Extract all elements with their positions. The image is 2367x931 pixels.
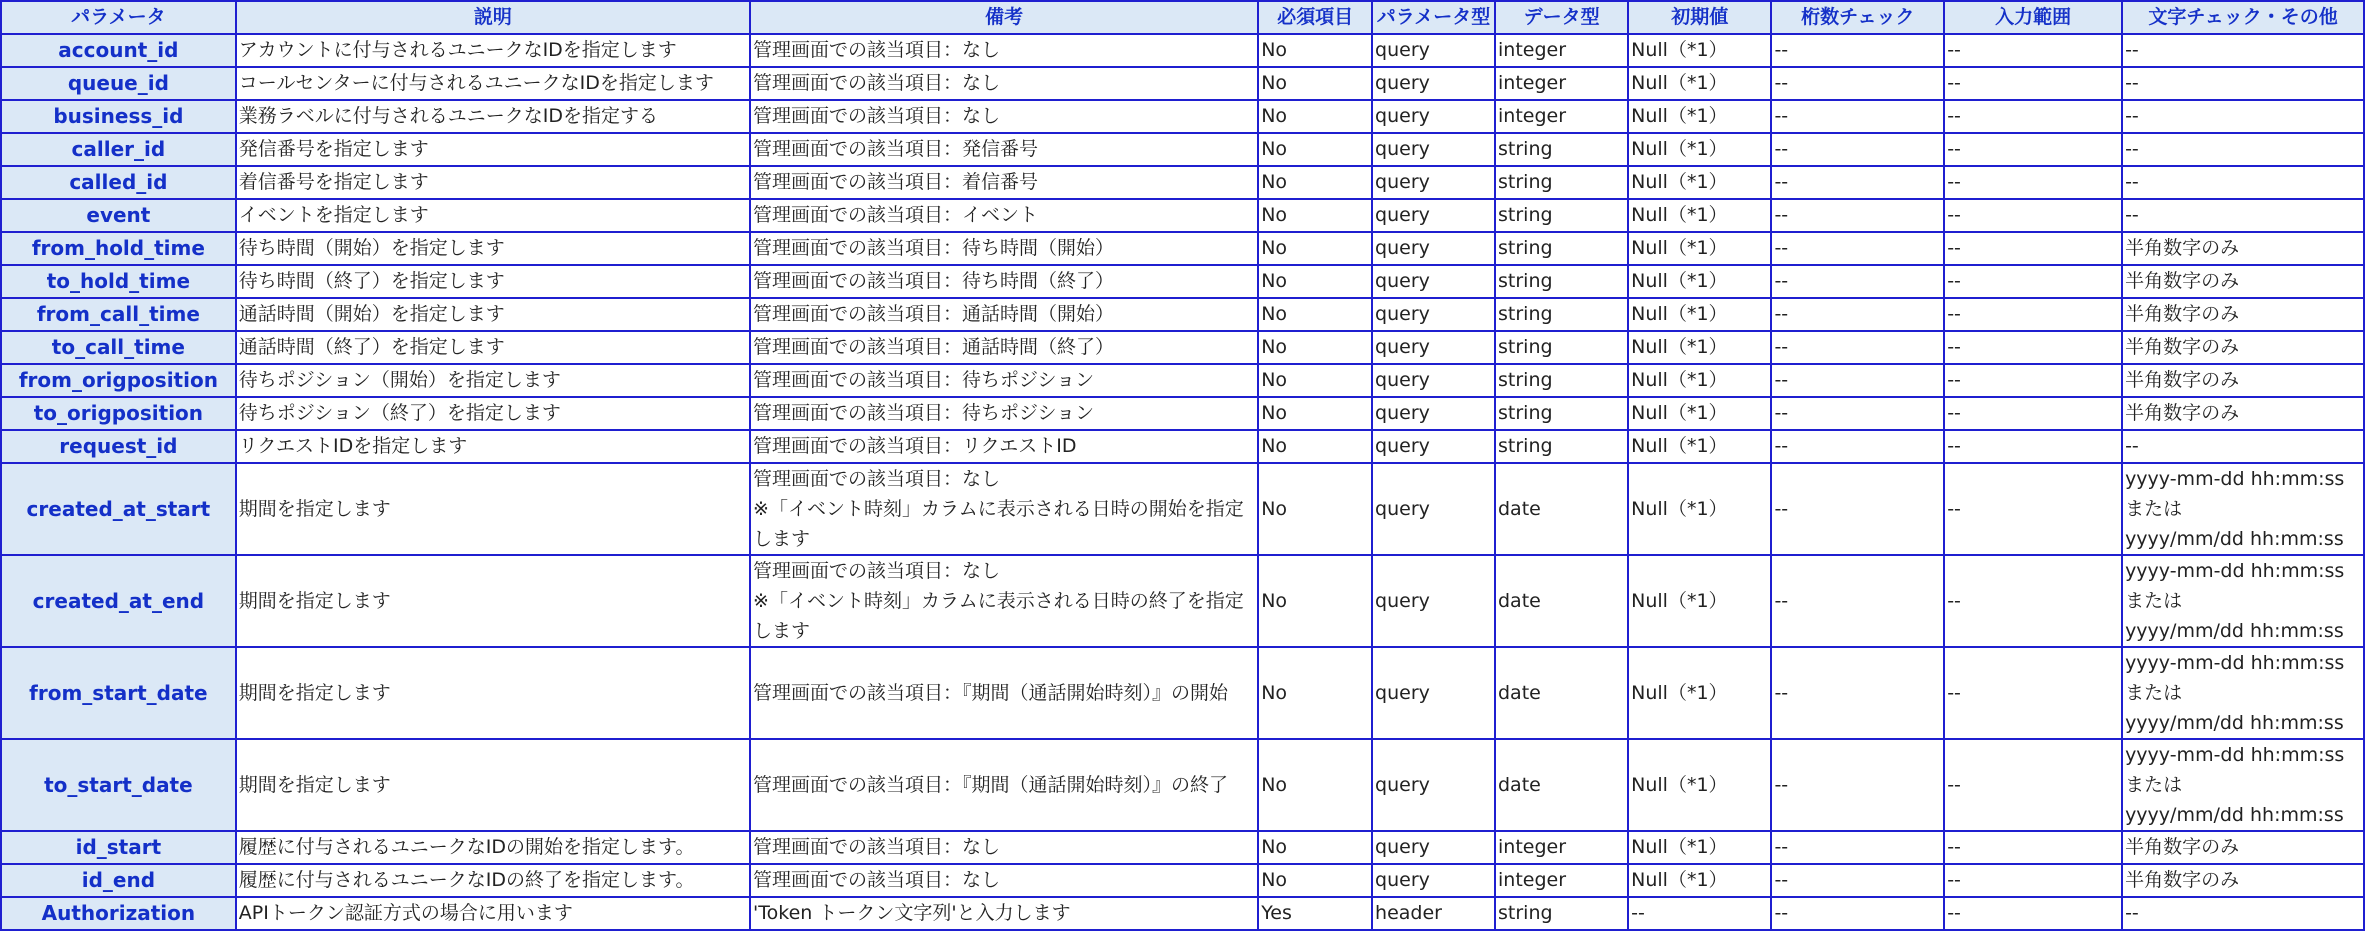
notes-cell bbox=[750, 864, 1258, 897]
default-value-cell: Null（*1） bbox=[1628, 647, 1771, 739]
param-name-cell: to_call_time bbox=[1, 331, 236, 364]
param-type-cell: query bbox=[1372, 397, 1495, 430]
notes-cell bbox=[750, 265, 1258, 298]
table-row bbox=[1, 739, 2364, 831]
required-cell: No bbox=[1258, 739, 1372, 831]
input-range-cell: -- bbox=[1944, 430, 2122, 463]
digits-check-cell: -- bbox=[1771, 166, 1944, 199]
data-type-cell: integer bbox=[1495, 34, 1628, 67]
data-type-cell: string bbox=[1495, 232, 1628, 265]
char-check-cell-line: -- bbox=[2125, 171, 2139, 193]
notes-cell-line: 管理画面での該当項目：なし bbox=[753, 560, 1001, 582]
notes-cell-line: 管理画面での該当項目：『期間（通話開始時刻）』の開始 bbox=[753, 681, 1229, 704]
default-value-cell: Null（*1） bbox=[1628, 34, 1771, 67]
table-row bbox=[1, 463, 2364, 555]
notes-cell bbox=[750, 430, 1258, 463]
char-check-cell-line: yyyy/mm/dd hh:mm:ss bbox=[2125, 528, 2344, 550]
required-cell: No bbox=[1258, 265, 1372, 298]
param-name-cell: from_hold_time bbox=[1, 232, 236, 265]
notes-cell-line: 管理画面での該当項目：なし bbox=[753, 468, 1001, 490]
default-value-cell: Null（*1） bbox=[1628, 555, 1771, 647]
table-row bbox=[1, 34, 2364, 67]
data-type-cell: integer bbox=[1495, 831, 1628, 864]
input-range-cell: -- bbox=[1944, 34, 2122, 67]
default-value-cell: Null（*1） bbox=[1628, 864, 1771, 897]
table-row bbox=[1, 397, 2364, 430]
data-type-cell: string bbox=[1495, 133, 1628, 166]
param-type-cell: query bbox=[1372, 265, 1495, 298]
data-type-cell: integer bbox=[1495, 864, 1628, 897]
table-row bbox=[1, 647, 2364, 739]
param-type-cell: query bbox=[1372, 133, 1495, 166]
table-row bbox=[1, 232, 2364, 265]
char-check-cell bbox=[2122, 34, 2364, 67]
data-type-cell: date bbox=[1495, 647, 1628, 739]
digits-check-cell: -- bbox=[1771, 232, 1944, 265]
param-type-cell: query bbox=[1372, 364, 1495, 397]
param-type-cell: query bbox=[1372, 739, 1495, 831]
char-check-cell bbox=[2122, 555, 2364, 647]
char-check-cell bbox=[2122, 100, 2364, 133]
char-check-cell-line: yyyy-mm-dd hh:mm:ss bbox=[2125, 744, 2345, 766]
char-check-cell-line: または bbox=[2125, 682, 2183, 704]
input-range-cell: -- bbox=[1944, 100, 2122, 133]
table-row bbox=[1, 897, 2364, 930]
notes-cell-line: 管理画面での該当項目：待ちポジション bbox=[753, 369, 1095, 391]
notes-cell bbox=[750, 397, 1258, 430]
notes-cell bbox=[750, 298, 1258, 331]
required-cell: No bbox=[1258, 331, 1372, 364]
data-type-cell: string bbox=[1495, 265, 1628, 298]
char-check-cell bbox=[2122, 647, 2364, 739]
default-value-cell: Null（*1） bbox=[1628, 100, 1771, 133]
notes-cell-line: 管理画面での該当項目：通話時間（開始） bbox=[753, 303, 1115, 325]
default-value-cell: -- bbox=[1628, 897, 1771, 930]
notes-cell bbox=[750, 166, 1258, 199]
data-type-cell: string bbox=[1495, 166, 1628, 199]
param-name-cell: to_hold_time bbox=[1, 265, 236, 298]
param-name-cell: to_start_date bbox=[1, 739, 236, 831]
param-name-cell: id_start bbox=[1, 831, 236, 864]
param-name-cell: business_id bbox=[1, 100, 236, 133]
digits-check-cell: -- bbox=[1771, 647, 1944, 739]
param-type-cell: query bbox=[1372, 647, 1495, 739]
input-range-cell: -- bbox=[1944, 133, 2122, 166]
header-param-type: パラメータ型 bbox=[1372, 1, 1495, 34]
char-check-cell-line: 半角数字のみ bbox=[2125, 237, 2240, 259]
description-cell: 履歴に付与されるユニークなIDの開始を指定します。 bbox=[236, 831, 750, 864]
input-range-cell: -- bbox=[1944, 265, 2122, 298]
param-type-cell: query bbox=[1372, 199, 1495, 232]
table-row bbox=[1, 199, 2364, 232]
char-check-cell-line: または bbox=[2125, 774, 2183, 796]
default-value-cell: Null（*1） bbox=[1628, 831, 1771, 864]
description-cell: 待ち時間（終了）を指定します bbox=[236, 265, 750, 298]
description-cell: 待ちポジション（終了）を指定します bbox=[236, 397, 750, 430]
notes-cell-line: 管理画面での該当項目：なし bbox=[753, 869, 1001, 891]
char-check-cell-line: -- bbox=[2125, 72, 2139, 94]
input-range-cell: -- bbox=[1944, 647, 2122, 739]
notes-cell bbox=[750, 133, 1258, 166]
description-cell: 待ち時間（開始）を指定します bbox=[236, 232, 750, 265]
header-row bbox=[1, 1, 2364, 34]
input-range-cell: -- bbox=[1944, 739, 2122, 831]
required-cell: No bbox=[1258, 298, 1372, 331]
param-name-cell: account_id bbox=[1, 34, 236, 67]
notes-cell bbox=[750, 199, 1258, 232]
default-value-cell: Null（*1） bbox=[1628, 199, 1771, 232]
input-range-cell: -- bbox=[1944, 166, 2122, 199]
notes-cell-line: 管理画面での該当項目：なし bbox=[753, 72, 1001, 94]
digits-check-cell: -- bbox=[1771, 133, 1944, 166]
param-type-cell: query bbox=[1372, 864, 1495, 897]
param-type-cell: query bbox=[1372, 430, 1495, 463]
table-row bbox=[1, 298, 2364, 331]
digits-check-cell: -- bbox=[1771, 864, 1944, 897]
char-check-cell bbox=[2122, 199, 2364, 232]
char-check-cell-line: 半角数字のみ bbox=[2125, 869, 2240, 891]
notes-cell bbox=[750, 897, 1258, 930]
table-row bbox=[1, 265, 2364, 298]
notes-cell bbox=[750, 67, 1258, 100]
required-cell: No bbox=[1258, 166, 1372, 199]
notes-cell bbox=[750, 364, 1258, 397]
char-check-cell-line: yyyy/mm/dd hh:mm:ss bbox=[2125, 620, 2344, 642]
data-type-cell: integer bbox=[1495, 67, 1628, 100]
required-cell: No bbox=[1258, 555, 1372, 647]
header-required: 必須項目 bbox=[1258, 1, 1372, 34]
required-cell: No bbox=[1258, 67, 1372, 100]
description-cell: 着信番号を指定します bbox=[236, 166, 750, 199]
default-value-cell: Null（*1） bbox=[1628, 739, 1771, 831]
input-range-cell: -- bbox=[1944, 199, 2122, 232]
char-check-cell-line: または bbox=[2125, 590, 2183, 612]
header-data-type: データ型 bbox=[1495, 1, 1628, 34]
char-check-cell bbox=[2122, 133, 2364, 166]
input-range-cell: -- bbox=[1944, 67, 2122, 100]
header-digits-check: 桁数チェック bbox=[1771, 1, 1944, 34]
header-description: 説明 bbox=[236, 1, 750, 34]
default-value-cell: Null（*1） bbox=[1628, 430, 1771, 463]
char-check-cell bbox=[2122, 831, 2364, 864]
required-cell: No bbox=[1258, 34, 1372, 67]
input-range-cell: -- bbox=[1944, 555, 2122, 647]
char-check-cell bbox=[2122, 331, 2364, 364]
default-value-cell: Null（*1） bbox=[1628, 133, 1771, 166]
char-check-cell-line: 半角数字のみ bbox=[2125, 369, 2240, 391]
required-cell: No bbox=[1258, 463, 1372, 555]
data-type-cell: string bbox=[1495, 331, 1628, 364]
param-name-cell: from_start_date bbox=[1, 647, 236, 739]
char-check-cell bbox=[2122, 166, 2364, 199]
char-check-cell-line: -- bbox=[2125, 204, 2139, 226]
required-cell: No bbox=[1258, 864, 1372, 897]
digits-check-cell: -- bbox=[1771, 100, 1944, 133]
description-cell: 通話時間（終了）を指定します bbox=[236, 331, 750, 364]
char-check-cell-line: -- bbox=[2125, 138, 2139, 160]
description-cell: コールセンターに付与されるユニークなIDを指定します bbox=[236, 67, 750, 100]
notes-cell-line: 管理画面での該当項目：待ち時間（終了） bbox=[753, 270, 1115, 292]
param-type-cell: query bbox=[1372, 831, 1495, 864]
char-check-cell bbox=[2122, 897, 2364, 930]
header-parameter: パラメータ bbox=[1, 1, 236, 34]
digits-check-cell: -- bbox=[1771, 897, 1944, 930]
table-body bbox=[1, 34, 2364, 930]
digits-check-cell: -- bbox=[1771, 397, 1944, 430]
param-type-cell: query bbox=[1372, 67, 1495, 100]
default-value-cell: Null（*1） bbox=[1628, 397, 1771, 430]
description-cell: アカウントに付与されるユニークなIDを指定します bbox=[236, 34, 750, 67]
char-check-cell-line: -- bbox=[2125, 902, 2139, 924]
required-cell: No bbox=[1258, 133, 1372, 166]
digits-check-cell: -- bbox=[1771, 463, 1944, 555]
input-range-cell: -- bbox=[1944, 364, 2122, 397]
description-cell: 履歴に付与されるユニークなIDの終了を指定します。 bbox=[236, 864, 750, 897]
default-value-cell: Null（*1） bbox=[1628, 232, 1771, 265]
required-cell: No bbox=[1258, 199, 1372, 232]
description-cell: 発信番号を指定します bbox=[236, 133, 750, 166]
param-name-cell: to_origposition bbox=[1, 397, 236, 430]
notes-cell-line: します bbox=[753, 620, 811, 642]
char-check-cell bbox=[2122, 298, 2364, 331]
notes-cell-line: 管理画面での該当項目：通話時間（終了） bbox=[753, 336, 1115, 358]
notes-cell-line: 管理画面での該当項目：待ち時間（開始） bbox=[753, 237, 1115, 259]
char-check-cell-line: または bbox=[2125, 498, 2183, 520]
param-type-cell: query bbox=[1372, 463, 1495, 555]
description-cell: イベントを指定します bbox=[236, 199, 750, 232]
param-name-cell: from_call_time bbox=[1, 298, 236, 331]
table-row bbox=[1, 555, 2364, 647]
notes-cell bbox=[750, 831, 1258, 864]
char-check-cell bbox=[2122, 265, 2364, 298]
data-type-cell: date bbox=[1495, 463, 1628, 555]
param-name-cell: event bbox=[1, 199, 236, 232]
notes-cell-line: 管理画面での該当項目：待ちポジション bbox=[753, 402, 1095, 424]
header-default: 初期値 bbox=[1628, 1, 1771, 34]
char-check-cell bbox=[2122, 397, 2364, 430]
input-range-cell: -- bbox=[1944, 397, 2122, 430]
param-name-cell: created_at_end bbox=[1, 555, 236, 647]
required-cell: No bbox=[1258, 397, 1372, 430]
char-check-cell bbox=[2122, 67, 2364, 100]
default-value-cell: Null（*1） bbox=[1628, 331, 1771, 364]
required-cell: No bbox=[1258, 831, 1372, 864]
char-check-cell bbox=[2122, 430, 2364, 463]
data-type-cell: string bbox=[1495, 397, 1628, 430]
required-cell: No bbox=[1258, 232, 1372, 265]
char-check-cell-line: yyyy-mm-dd hh:mm:ss bbox=[2125, 560, 2345, 582]
param-name-cell: caller_id bbox=[1, 133, 236, 166]
char-check-cell-line: yyyy/mm/dd hh:mm:ss bbox=[2125, 712, 2344, 734]
input-range-cell: -- bbox=[1944, 298, 2122, 331]
table-row bbox=[1, 133, 2364, 166]
required-cell: No bbox=[1258, 100, 1372, 133]
char-check-cell-line: 半角数字のみ bbox=[2125, 402, 2240, 424]
notes-cell bbox=[750, 647, 1258, 739]
notes-cell-line: します bbox=[753, 528, 811, 550]
param-type-cell: query bbox=[1372, 331, 1495, 364]
digits-check-cell: -- bbox=[1771, 430, 1944, 463]
digits-check-cell: -- bbox=[1771, 331, 1944, 364]
description-cell: 期間を指定します bbox=[236, 555, 750, 647]
data-type-cell: date bbox=[1495, 555, 1628, 647]
description-cell: 期間を指定します bbox=[236, 739, 750, 831]
digits-check-cell: -- bbox=[1771, 555, 1944, 647]
notes-cell bbox=[750, 555, 1258, 647]
char-check-cell bbox=[2122, 232, 2364, 265]
notes-cell bbox=[750, 34, 1258, 67]
default-value-cell: Null（*1） bbox=[1628, 463, 1771, 555]
required-cell: No bbox=[1258, 364, 1372, 397]
param-type-cell: query bbox=[1372, 555, 1495, 647]
param-type-cell: query bbox=[1372, 298, 1495, 331]
input-range-cell: -- bbox=[1944, 864, 2122, 897]
notes-cell bbox=[750, 463, 1258, 555]
char-check-cell-line: 半角数字のみ bbox=[2125, 836, 2240, 858]
header-notes: 備考 bbox=[750, 1, 1258, 34]
digits-check-cell: -- bbox=[1771, 265, 1944, 298]
default-value-cell: Null（*1） bbox=[1628, 67, 1771, 100]
notes-cell bbox=[750, 232, 1258, 265]
input-range-cell: -- bbox=[1944, 463, 2122, 555]
notes-cell-line: 管理画面での該当項目：なし bbox=[753, 39, 1001, 61]
param-name-cell: request_id bbox=[1, 430, 236, 463]
table-row bbox=[1, 864, 2364, 897]
char-check-cell bbox=[2122, 364, 2364, 397]
table-row bbox=[1, 831, 2364, 864]
notes-cell-line: 'Token トークン文字列'と入力します bbox=[753, 902, 1071, 924]
char-check-cell bbox=[2122, 463, 2364, 555]
param-type-cell: query bbox=[1372, 232, 1495, 265]
data-type-cell: string bbox=[1495, 897, 1628, 930]
digits-check-cell: -- bbox=[1771, 67, 1944, 100]
notes-cell-line: 管理画面での該当項目：なし bbox=[753, 105, 1001, 127]
description-cell: 待ちポジション（開始）を指定します bbox=[236, 364, 750, 397]
table-row bbox=[1, 100, 2364, 133]
default-value-cell: Null（*1） bbox=[1628, 364, 1771, 397]
notes-cell-line: ※「イベント時刻」カラムに表示される日時の終了を指定 bbox=[753, 590, 1244, 612]
description-cell: リクエストIDを指定します bbox=[236, 430, 750, 463]
data-type-cell: string bbox=[1495, 364, 1628, 397]
param-type-cell: header bbox=[1372, 897, 1495, 930]
param-name-cell: from_origposition bbox=[1, 364, 236, 397]
char-check-cell-line: 半角数字のみ bbox=[2125, 336, 2240, 358]
char-check-cell-line: 半角数字のみ bbox=[2125, 270, 2240, 292]
table-row bbox=[1, 67, 2364, 100]
notes-cell bbox=[750, 739, 1258, 831]
description-cell: 通話時間（開始）を指定します bbox=[236, 298, 750, 331]
char-check-cell-line: -- bbox=[2125, 39, 2139, 61]
param-type-cell: query bbox=[1372, 34, 1495, 67]
table-row bbox=[1, 430, 2364, 463]
param-name-cell: created_at_start bbox=[1, 463, 236, 555]
data-type-cell: string bbox=[1495, 298, 1628, 331]
required-cell: No bbox=[1258, 430, 1372, 463]
data-type-cell: string bbox=[1495, 199, 1628, 232]
input-range-cell: -- bbox=[1944, 897, 2122, 930]
description-cell: 業務ラベルに付与されるユニークなIDを指定する bbox=[236, 100, 750, 133]
required-cell: No bbox=[1258, 647, 1372, 739]
char-check-cell bbox=[2122, 864, 2364, 897]
data-type-cell: date bbox=[1495, 739, 1628, 831]
table-row bbox=[1, 364, 2364, 397]
description-cell: 期間を指定します bbox=[236, 647, 750, 739]
notes-cell-line: ※「イベント時刻」カラムに表示される日時の開始を指定 bbox=[753, 498, 1244, 520]
header-char-check: 文字チェック・その他 bbox=[2122, 1, 2364, 34]
param-type-cell: query bbox=[1372, 166, 1495, 199]
notes-cell bbox=[750, 331, 1258, 364]
description-cell: APIトークン認証方式の場合に用います bbox=[236, 897, 750, 930]
table-row bbox=[1, 166, 2364, 199]
notes-cell-line: 管理画面での該当項目：リクエストID bbox=[753, 435, 1077, 457]
notes-cell-line: 管理画面での該当項目：着信番号 bbox=[753, 171, 1039, 193]
default-value-cell: Null（*1） bbox=[1628, 166, 1771, 199]
notes-cell-line: 管理画面での該当項目：発信番号 bbox=[753, 138, 1039, 160]
digits-check-cell: -- bbox=[1771, 199, 1944, 232]
digits-check-cell: -- bbox=[1771, 298, 1944, 331]
input-range-cell: -- bbox=[1944, 331, 2122, 364]
char-check-cell-line: yyyy-mm-dd hh:mm:ss bbox=[2125, 652, 2345, 674]
input-range-cell: -- bbox=[1944, 831, 2122, 864]
param-name-cell: called_id bbox=[1, 166, 236, 199]
digits-check-cell: -- bbox=[1771, 831, 1944, 864]
char-check-cell-line: yyyy-mm-dd hh:mm:ss bbox=[2125, 468, 2345, 490]
default-value-cell: Null（*1） bbox=[1628, 265, 1771, 298]
param-name-cell: queue_id bbox=[1, 67, 236, 100]
digits-check-cell: -- bbox=[1771, 34, 1944, 67]
char-check-cell-line: -- bbox=[2125, 435, 2139, 457]
param-name-cell: Authorization bbox=[1, 897, 236, 930]
default-value-cell: Null（*1） bbox=[1628, 298, 1771, 331]
char-check-cell-line: -- bbox=[2125, 105, 2139, 127]
char-check-cell-line: yyyy/mm/dd hh:mm:ss bbox=[2125, 804, 2344, 826]
input-range-cell: -- bbox=[1944, 232, 2122, 265]
notes-cell bbox=[750, 100, 1258, 133]
data-type-cell: string bbox=[1495, 430, 1628, 463]
digits-check-cell: -- bbox=[1771, 364, 1944, 397]
param-name-cell: id_end bbox=[1, 864, 236, 897]
digits-check-cell: -- bbox=[1771, 739, 1944, 831]
required-cell: Yes bbox=[1258, 897, 1372, 930]
char-check-cell bbox=[2122, 739, 2364, 831]
description-cell: 期間を指定します bbox=[236, 463, 750, 555]
notes-cell-line: 管理画面での該当項目：なし bbox=[753, 836, 1001, 858]
header-input-range: 入力範囲 bbox=[1944, 1, 2122, 34]
data-type-cell: integer bbox=[1495, 100, 1628, 133]
notes-cell-line: 管理画面での該当項目：イベント bbox=[753, 204, 1039, 226]
notes-cell-line: 管理画面での該当項目：『期間（通話開始時刻）』の終了 bbox=[753, 773, 1229, 796]
param-type-cell: query bbox=[1372, 100, 1495, 133]
char-check-cell-line: 半角数字のみ bbox=[2125, 303, 2240, 325]
table-row bbox=[1, 331, 2364, 364]
